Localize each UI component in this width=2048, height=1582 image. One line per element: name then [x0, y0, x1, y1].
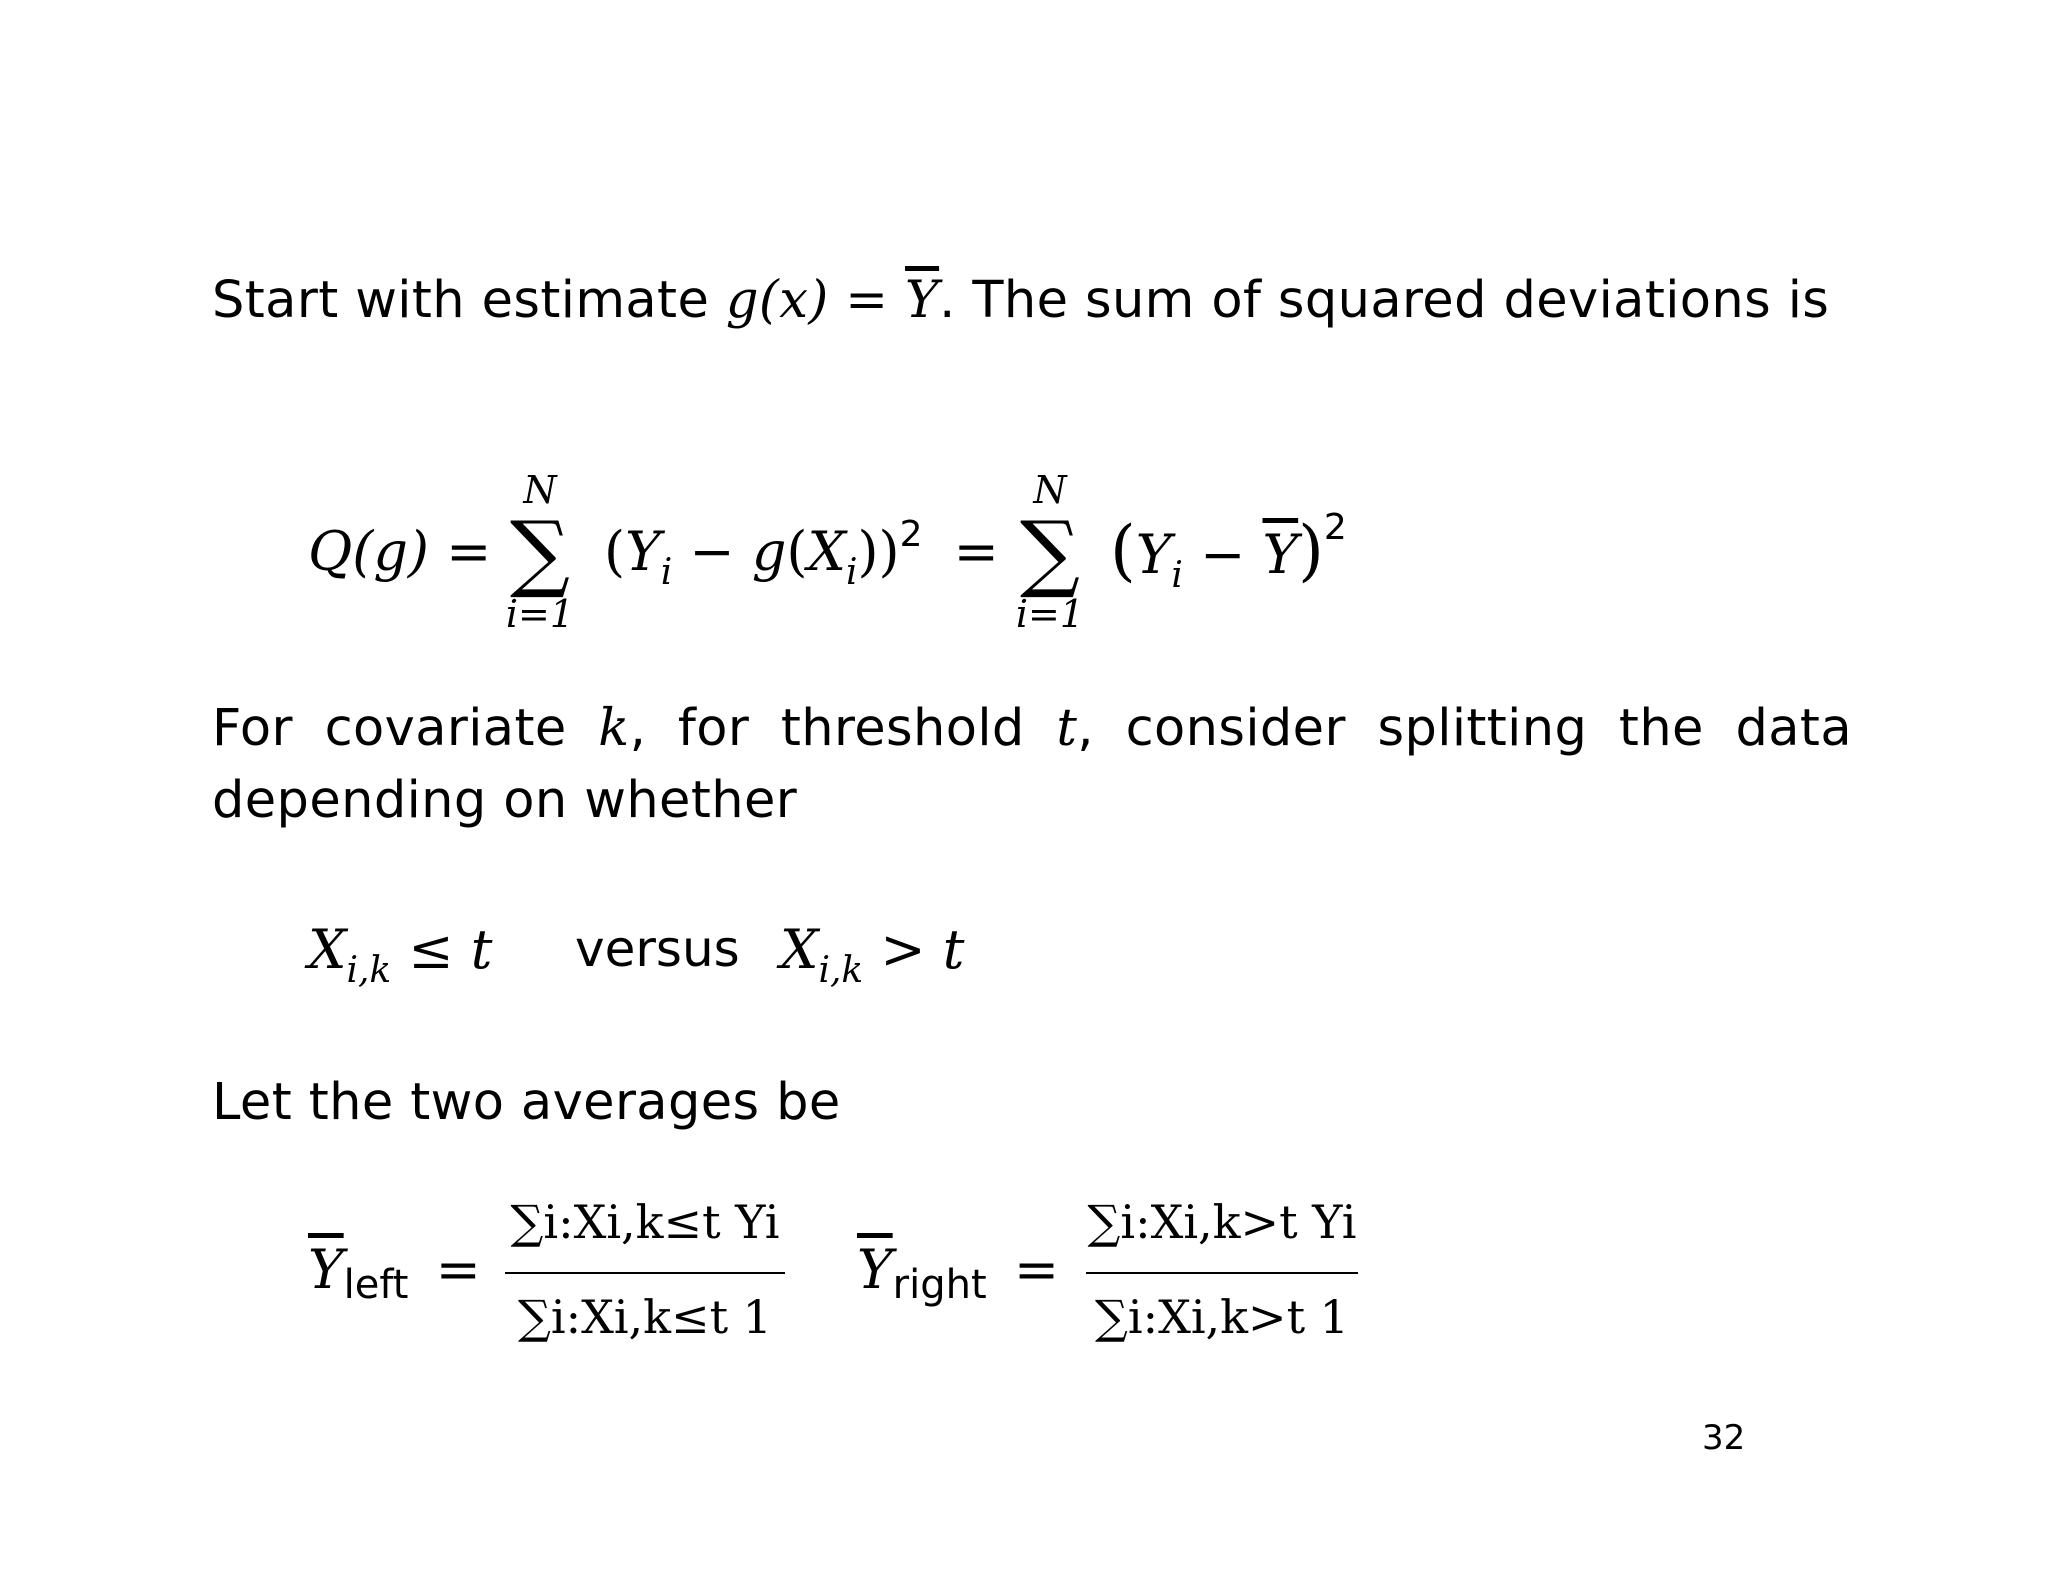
- page-number: 32: [1702, 1418, 1746, 1458]
- versus-text: versus: [575, 920, 740, 978]
- equation-condition-left: $X_{i,k} \le t$: [308, 918, 493, 991]
- intro-text-a: Start with estimate: [212, 271, 726, 330]
- sum-operator-2: N ∑ i=1: [1015, 468, 1085, 636]
- equation-q-lhs: Q(g) =: [308, 520, 492, 583]
- equation-q-right: $(Y_i - \overline{Y})^2$: [1110, 507, 1347, 596]
- fraction-right-bar: [1086, 1272, 1358, 1274]
- intro-text-b: . The sum of squared deviations is: [939, 271, 1830, 330]
- fraction-left-bar: [505, 1272, 785, 1274]
- fraction-left-numerator: ∑i:Xi,k≤t Yi: [510, 1195, 780, 1249]
- y-right-label: $\overline{Y}right$ =: [857, 1238, 1060, 1308]
- paragraph-intro: [212, 265, 1852, 337]
- y-left-label: $\overline{Y}left$ =: [308, 1238, 481, 1308]
- fraction-right-denominator: ∑i:Xi,k>t 1: [1095, 1290, 1349, 1344]
- fraction-left-denominator: ∑i:Xi,k≤t 1: [518, 1290, 772, 1344]
- intro-math: $g(x) = \overline{Y}$: [725, 271, 940, 330]
- sum-operator-1: N ∑ i=1: [505, 468, 575, 636]
- paragraph-split: For covariate k, for threshold t, consider splitting the data depending on whether: [212, 699, 1852, 830]
- equation-condition-right: $X_{i,k} > t$: [780, 918, 965, 991]
- fraction-right-numerator: ∑i:Xi,k>t Yi: [1087, 1195, 1357, 1249]
- equation-q-middle: $(Y_i - g(X_i))^2$ =: [604, 514, 999, 593]
- paragraph-averages: Let the two averages be: [212, 1073, 841, 1132]
